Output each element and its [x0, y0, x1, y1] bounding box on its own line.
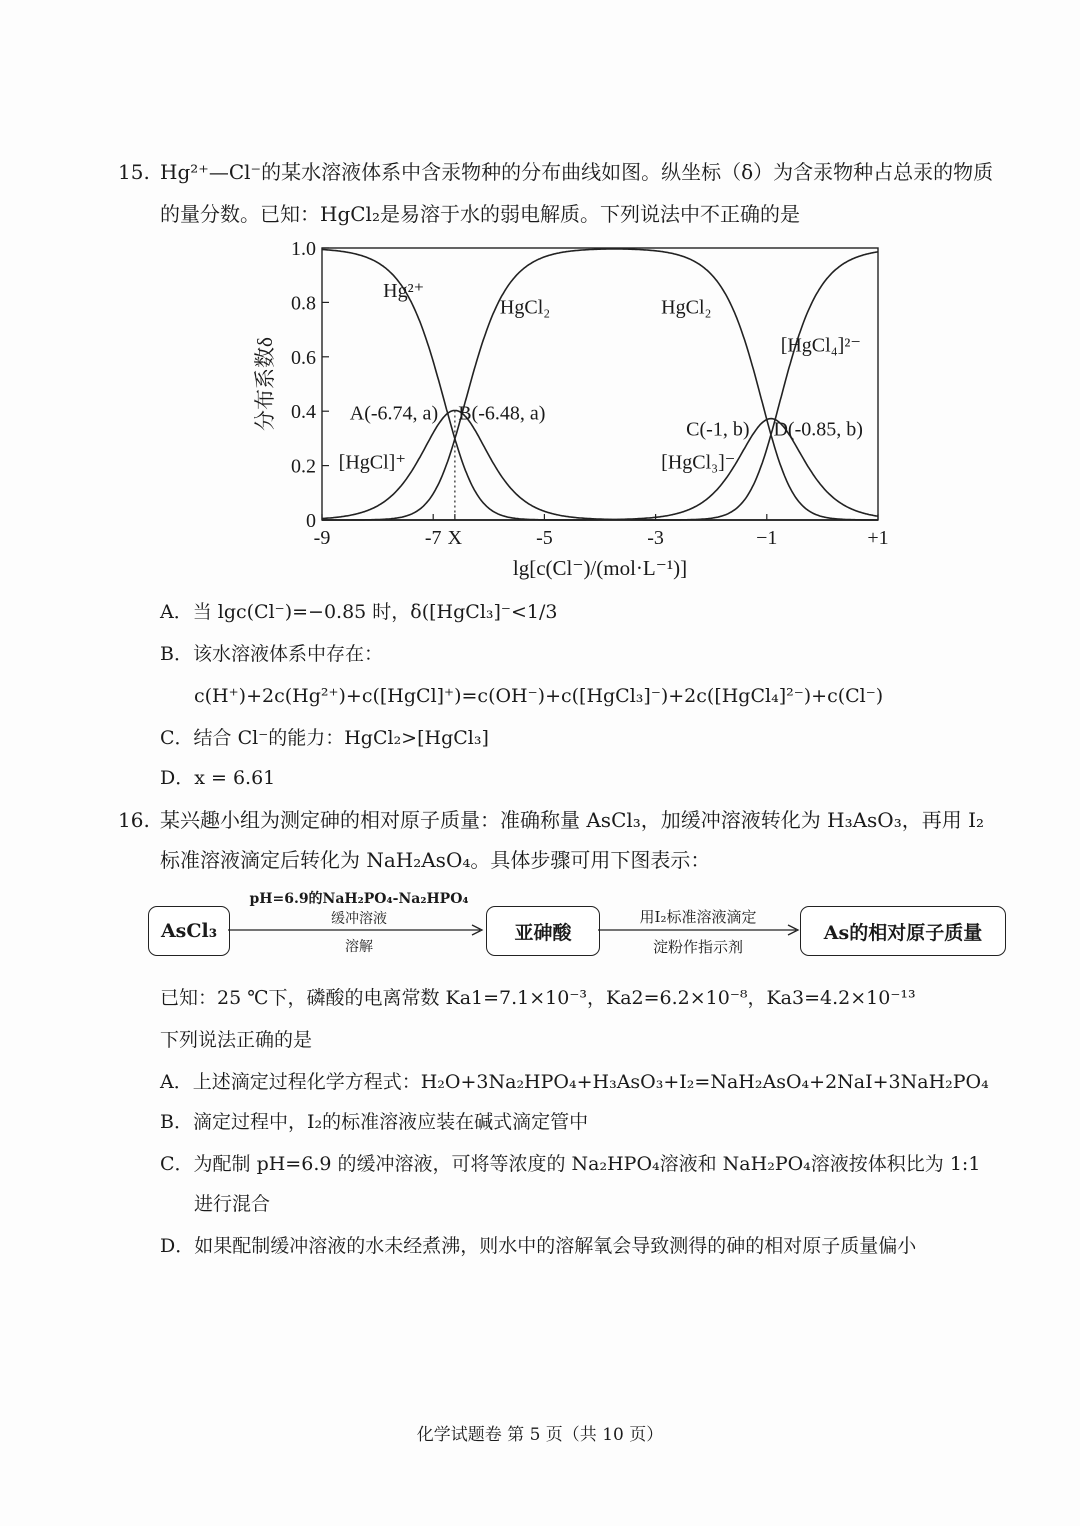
annotation-point: A(-6.74, a) — [349, 402, 439, 425]
q16-option-a: A．上述滴定过程化学方程式：H₂O+3Na₂HPO₄+H₃AsO₃+I₂=NaH₂AsO₄+2NaI+3NaH₂PO₄ — [160, 1071, 989, 1093]
y-tick-label: 0.2 — [291, 455, 316, 478]
y-axis-label: 分布系数δ — [253, 337, 277, 431]
x-tick-label: −1 — [756, 527, 778, 549]
q16-stem-line2: 标准溶液滴定后转化为 NaH₂AsO₄。具体步骤可用下图表示： — [160, 848, 711, 872]
chart-labels — [339, 280, 863, 473]
x-tick-label: -7 — [424, 527, 442, 549]
q16-stem-line1: 某兴趣小组为测定砷的相对原子质量：准确称量 AsCl₃，加缓冲溶液转化为 H₃AsO₃，再用 I₂ — [160, 808, 984, 832]
distribution-chart — [250, 232, 900, 582]
q16-option-c-line2: 进行混合 — [194, 1193, 271, 1215]
x-tick-label: -5 — [536, 527, 553, 549]
q16-option-c-line1: C．为配制 pH=6.9 的缓冲溶液，可将等浓度的 Na₂HPO₄溶液和 NaH₂PO₄溶液按体积比为 1:1 — [160, 1153, 981, 1175]
x-tick-label: +1 — [867, 527, 889, 549]
flow-arrow1-top2: 缓冲溶液 — [331, 911, 387, 927]
y-tick-label: 0.4 — [291, 401, 316, 424]
annotation-point: C(-1, b) — [686, 418, 750, 441]
label-hgcl2-left: HgCl₂ — [499, 296, 551, 319]
label-hg2plus: Hg²⁺ — [383, 279, 425, 302]
flow-box-arsenous-acid: 亚砷酸 — [486, 906, 600, 956]
q15-option-d: D．x = 6.61 — [160, 767, 276, 789]
label-hgcl3-minus: [HgCl₃]⁻ — [661, 451, 736, 474]
label-hgcl2-right: HgCl₂ — [661, 296, 712, 319]
q15-option-c: C．结合 Cl⁻的能力：HgCl₂>[HgCl₃] — [160, 727, 489, 749]
q16-number: 16. — [118, 808, 150, 832]
page-footer: 化学试题卷 第 5 页（共 10 页） — [416, 1425, 664, 1445]
x-axis-label: lg[c(Cl⁻)/(mol·L⁻¹)] — [512, 556, 688, 580]
y-tick-label: 1.0 — [291, 238, 316, 260]
annotation-point: B(-6.48, a) — [458, 402, 546, 425]
q15-stem-line2: 的量分数。已知：HgCl₂是易溶于水的弱电解质。下列说法中不正确的是 — [160, 202, 800, 226]
q15-option-b: B．该水溶液体系中存在： — [160, 643, 383, 665]
q15-option-a: A．当 lgc(Cl⁻)=−0.85 时，δ([HgCl₃]⁻<1/3 — [160, 601, 558, 623]
label-hgcl-plus: [HgCl]⁺ — [338, 451, 406, 474]
y-tick-label: 0.6 — [291, 346, 316, 369]
flow-arrow1-top1: pH=6.9的NaH₂PO₄-Na₂HPO₄ — [249, 891, 469, 907]
flow-arrow2-bottom: 淀粉作指示剂 — [652, 938, 743, 956]
flow-arrow1 — [228, 918, 488, 942]
flow-arrow2 — [598, 918, 802, 942]
q15-option-b-equation: c(H⁺)+2c(Hg²⁺)+c([HgCl]⁺)=c(OH⁻)+c([HgCl₃]⁻)+2c([HgCl₄]²⁻)+c(Cl⁻) — [194, 685, 884, 707]
label-hgcl4: [HgCl₄]²⁻ — [780, 334, 861, 357]
q16-option-b: B．滴定过程中，I₂的标准溶液应装在碱式滴定管中 — [160, 1111, 589, 1133]
q16-known: 已知：25 ℃下，磷酸的电离常数 Ka1=7.1×10⁻³，Ka2=6.2×10⁻⁸，Ka3=4.2×10⁻¹³ — [160, 987, 916, 1009]
q15-stem-line1: Hg²⁺—Cl⁻的某水溶液体系中含汞物种的分布曲线如图。纵坐标（δ）为含汞物种占总汞的物质 — [160, 160, 994, 184]
q15-number: 15. — [118, 160, 150, 184]
flow-box-ascl3: AsCl₃ — [148, 906, 230, 956]
flow-box-as-atomic-mass: As的相对原子质量 — [800, 906, 1006, 956]
x-tick-label: -3 — [647, 527, 664, 549]
flow-arrow2-top: 用I₂标准溶液滴定 — [639, 908, 757, 926]
q16-question: 下列说法正确的是 — [160, 1029, 313, 1051]
y-tick-label: 0.8 — [291, 292, 316, 315]
q16-option-d: D．如果配制缓冲溶液的水未经煮沸，则水中的溶解氧会导致测得的砷的相对原子质量偏小 — [160, 1235, 917, 1257]
x-tick-label: -9 — [313, 527, 331, 549]
annotation-point: D(-0.85, b) — [773, 418, 863, 441]
x-tick-label: X — [447, 527, 463, 549]
y-tick-label: 0 — [306, 510, 316, 532]
chart-axes — [253, 238, 889, 580]
flow-arrow1-bottom: 溶解 — [345, 939, 373, 955]
